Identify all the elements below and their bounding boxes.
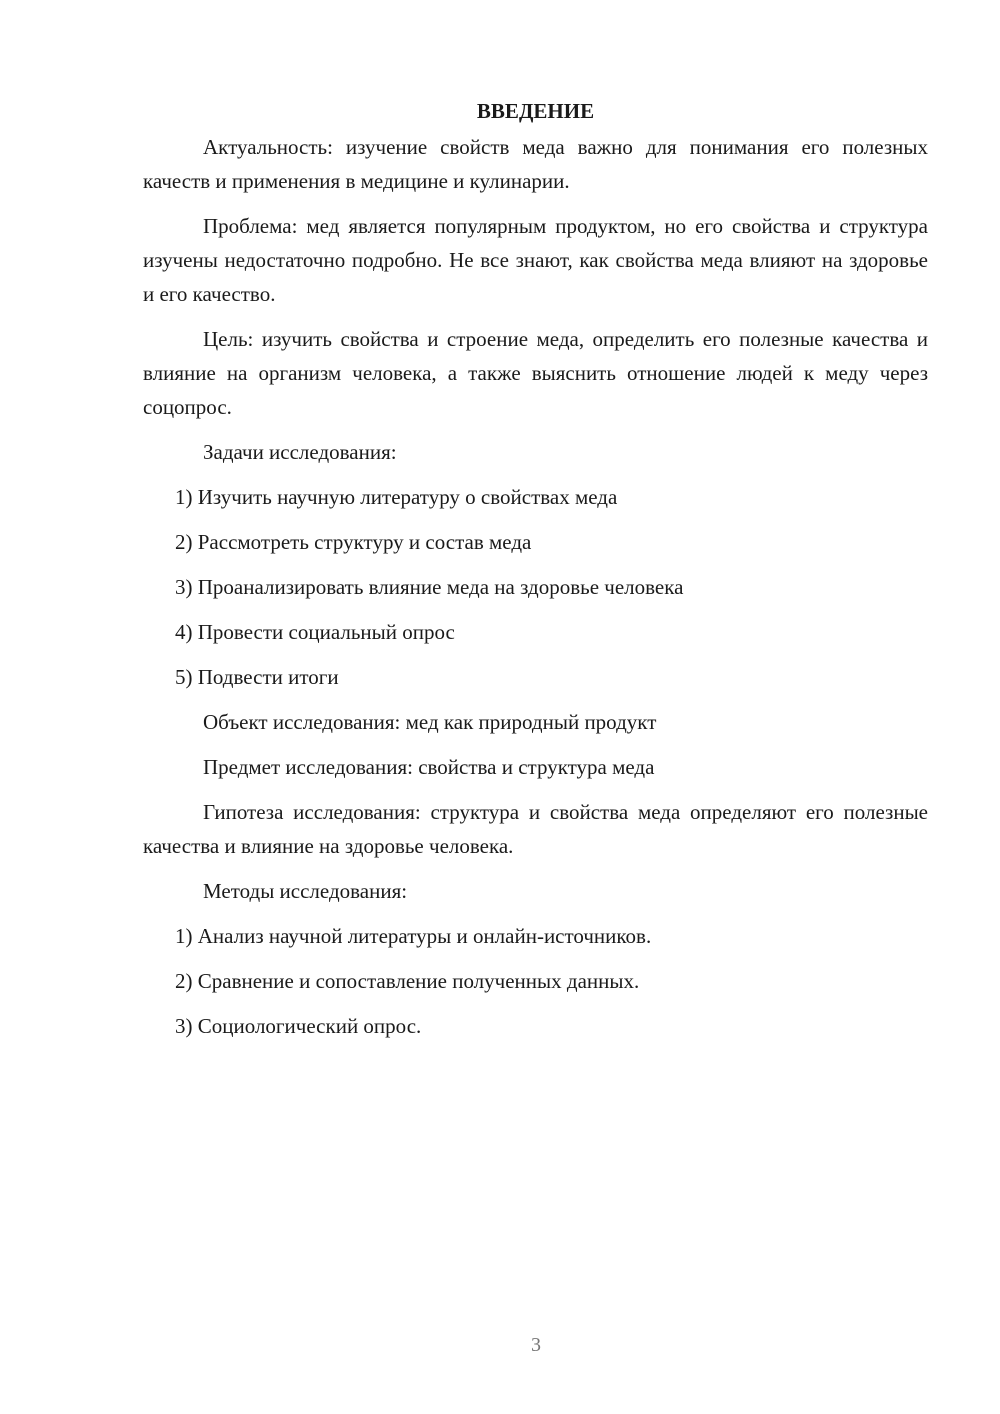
relevance-paragraph: Актуальность: изучение свойств меда важно для понимания его полезных качеств и применения в медицине и кулинарии. xyxy=(143,135,928,193)
section-heading: ВВЕДЕНИЕ xyxy=(476,99,595,123)
object-paragraph: Объект исследования: мед как природный продукт xyxy=(203,710,657,734)
page-number: 3 xyxy=(531,1334,541,1356)
subject-paragraph: Предмет исследования: свойства и структура меда xyxy=(203,755,655,779)
list-item: 1) Изучить научную литературу о свойствах меда xyxy=(175,485,618,509)
list-item: 5) Подвести итоги xyxy=(175,665,339,689)
goal-paragraph: Цель: изучить свойства и строение меда, определить его полезные качества и влияние на организм человека, а также выяснить отношение людей к меду через соцопрос. xyxy=(143,327,928,419)
list-item: 4) Провести социальный опрос xyxy=(175,620,455,644)
list-item: 2) Сравнение и сопоставление полученных данных. xyxy=(175,969,640,993)
tasks-title: Задачи исследования: xyxy=(203,440,397,464)
list-item: 1) Анализ научной литературы и онлайн-источников. xyxy=(175,924,652,948)
page-body xyxy=(143,96,928,1054)
list-item: 3) Проанализировать влияние меда на здоровье человека xyxy=(175,575,684,599)
list-item: 2) Рассмотреть структуру и состав меда xyxy=(175,530,532,554)
hypothesis-paragraph: Гипотеза исследования: структура и свойства меда определяют его полезные качества и влияние на здоровье человека. xyxy=(143,800,928,858)
methods-list xyxy=(143,919,928,1043)
tasks-list xyxy=(143,480,928,694)
problem-paragraph: Проблема: мед является популярным продуктом, но его свойства и структура изучены недостаточно подробно. Не все знают, как свойства меда влияют на здоровье и его качество. xyxy=(143,214,928,306)
methods-title: Методы исследования: xyxy=(203,879,408,903)
list-item: 3) Социологический опрос. xyxy=(175,1014,422,1038)
